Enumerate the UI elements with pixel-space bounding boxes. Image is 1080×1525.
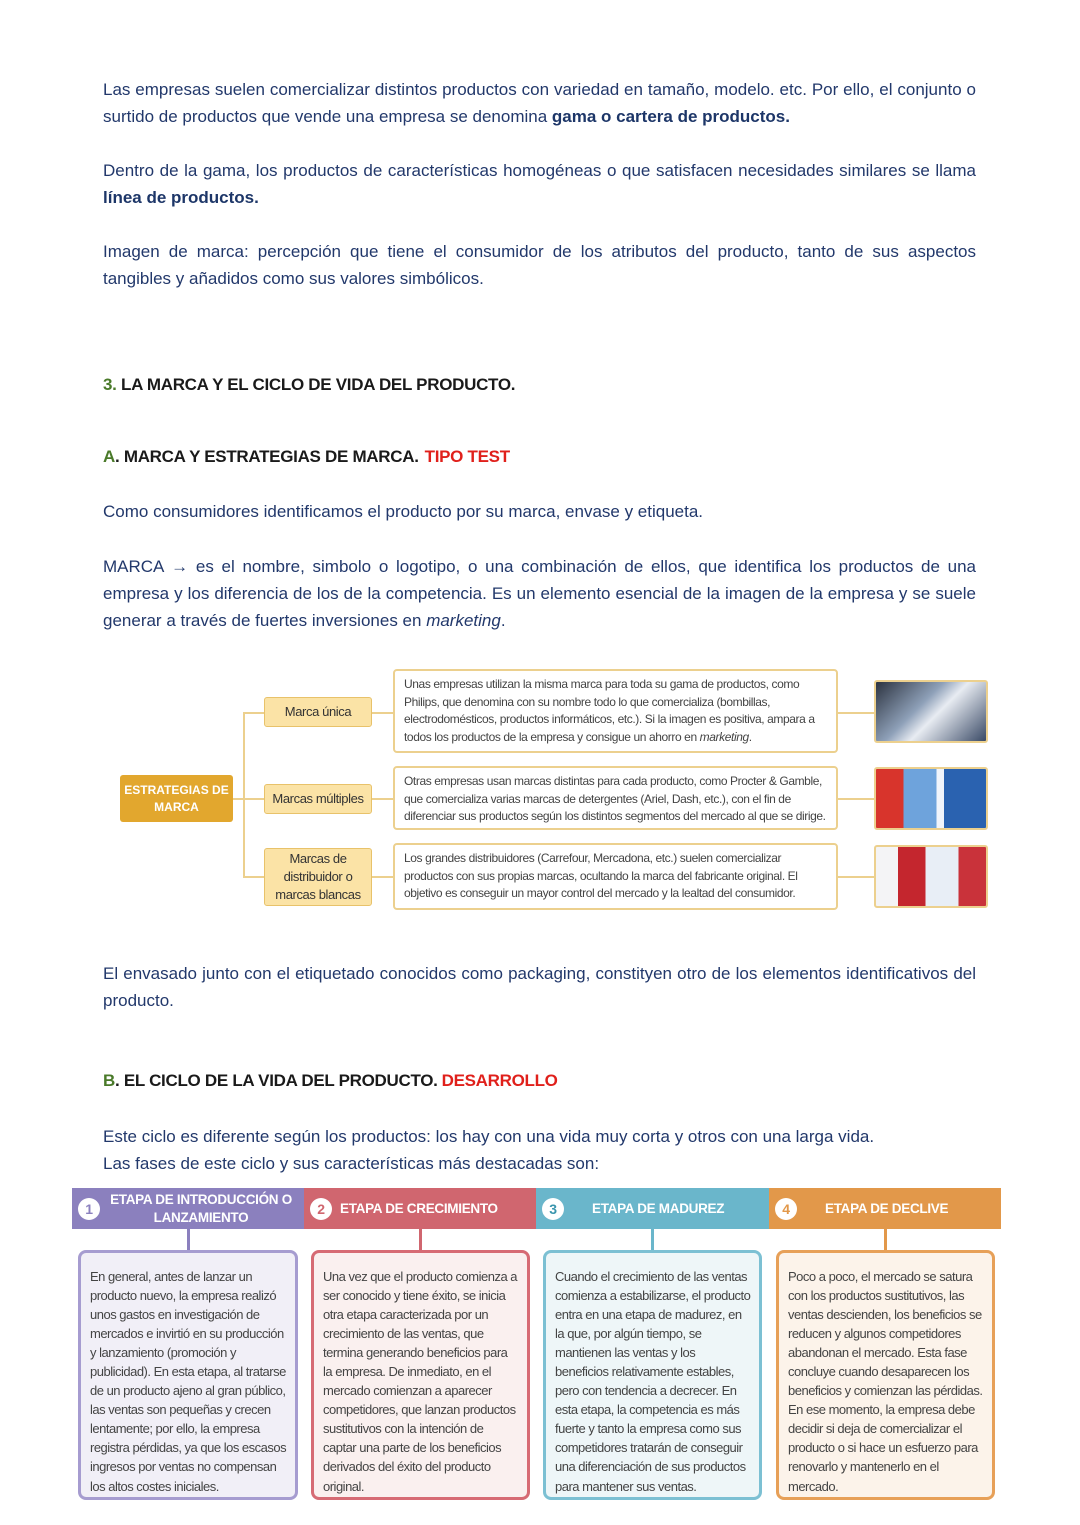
text: MARCA → es el nombre, simbolo o logotipo, o una combinación de ellos, que identifica los productos de una empresa y los diferencia de los de la competencia. Es un elemento esencial de la imagen de la empresa y se suele generar a través de fuertes inversiones en (103, 557, 976, 630)
section-letter: B (103, 1071, 115, 1090)
branch-marcas-blancas: Marcas de distribuidor o marcas blancas (264, 848, 372, 906)
stage-description: Una vez que el producto comienza a ser conocido y tiene éxito, se inicia otra etapa caracterizada por un crecimiento de las ventas, que termina generando beneficios para la empresa. De inmediato, en el mercado comienzan a aparecer competidores, que lanzan productos sustitutivos con la intención de captar una parte de los beneficios derivados del éxito del producto original. (311, 1250, 530, 1500)
section-title: . EL CICLO DE LA VIDA DEL PRODUCTO. (114, 1071, 438, 1090)
stage-title: ETAPA DE CRECIMIENTO (340, 1201, 498, 1216)
branch-marca-unica: Marca única (264, 697, 372, 727)
term-gama: gama o cartera de productos. (551, 107, 790, 126)
stage-number: 3 (542, 1198, 564, 1220)
stage-number: 4 (775, 1198, 797, 1220)
stage-description: En general, antes de lanzar un producto nuevo, la empresa realizó unos gastos en investigación de mercados e invirtió en su producción y lanzamiento (promoción y publicidad). En esta etapa, al tratarse de un producto ajeno al gran público, las ventas son pequeñas y crecen lentamente; por ello, la empresa registra pérdidas, ya que los escasos ingresos por ventas no compensan los altos costes iniciales. (78, 1250, 298, 1500)
tag-tipo-test: TIPO TEST (424, 447, 510, 466)
section-b-heading (103, 1071, 558, 1091)
stage-description: Poco a poco, el mercado se satura con los productos sustitutivos, las ventas descienden, los beneficios se reducen y algunos competidores abandonan el mercado. Esta fase concluye cuando desaparecen los beneficios y comienzan las pérdidas. En ese momento, la empresa debe decidir si deja de comercializar el producto o si hace un esfuerzo para renovarlo y mantenerlo en el mercado. (776, 1250, 995, 1500)
paragraph: Las fases de este ciclo y sus características más destacadas son: (103, 1154, 600, 1173)
section-3-heading (103, 375, 515, 395)
section-title: . MARCA Y ESTRATEGIAS DE MARCA. (114, 447, 419, 466)
stage-number: 1 (78, 1198, 100, 1220)
marca-paragraph (103, 553, 976, 634)
section-title: LA MARCA Y EL CICLO DE VIDA DEL PRODUCTO. (116, 375, 516, 394)
paragraph: Este ciclo es diferente según los productos: los hay con una vida muy corta y otros con una larga vida. (103, 1127, 875, 1146)
term-linea: línea de productos. (103, 188, 259, 207)
branch-description (393, 669, 838, 753)
packaging-paragraph: El envasado junto con el etiquetado conocidos como packaging, constityen otro de los elementos identificativos del producto. (103, 964, 976, 1010)
paragraph: Como consumidores identificamos el producto por su marca, envase y etiqueta. (103, 502, 704, 521)
stage-title: ETAPA DE INTRODUCCIÓN O LANZAMIENTO (110, 1191, 292, 1225)
text-italic: marketing (426, 611, 501, 630)
text: Dentro de la gama, los productos de características homogéneas o que satisfacen necesidades similares se llama (103, 161, 976, 180)
tag-desarrollo: DESARROLLO (441, 1071, 558, 1090)
branch-description: Los grandes distribuidores (Carrefour, Mercadona, etc.) suelen comercializar productos con sus propias marcas, ocultando la marca del fabricante original. El objetivo es conseguir un mayor control del mercado y la lealtad del consumidor. (393, 843, 838, 910)
section-letter: A (103, 447, 115, 466)
stage-title: ETAPA DE DECLIVE (825, 1201, 949, 1216)
text: Las empresas suelen comercializar distintos productos con variedad en tamaño, modelo. etc. Por ello, el conjunto o surtido de productos que vende una empresa se denomina (103, 80, 976, 126)
detergent-brands-image (874, 767, 988, 830)
section-a-heading (103, 447, 510, 467)
branch-description: Otras empresas usan marcas distintas para cada producto, como Procter & Gamble, que comercializa varias marcas de detergentes (Ariel, Dash, etc.), con el fin de diferenciar sus productos según los distintos segmentos del mercado al que se dirige. (393, 766, 838, 830)
stage-header-declive (769, 1188, 1001, 1229)
gama-paragraph (103, 76, 976, 130)
section-number: 3. (103, 375, 117, 394)
diagram-center-node: ESTRATEGIAS DE MARCA (120, 775, 233, 822)
white-label-milk-image (874, 845, 988, 908)
stage-header-madurez (536, 1188, 769, 1229)
imagen-marca-paragraph: Imagen de marca: percepción que tiene el consumidor de los atributos del producto, tanto de sus aspectos tangibles y añadidos como sus valores simbólicos. (103, 242, 976, 288)
linea-paragraph (103, 157, 976, 211)
text: Unas empresas utilizan la misma marca para toda su gama de productos, como Philips, que denomina con su nombre todo lo que comercializa (bombillas, electrodomésticos, productos informáticos, etc.). Si la imagen es positiva, ampara a todos los productos de la empresa y consigue un ahorro en (404, 677, 815, 744)
text: . (500, 611, 506, 630)
stage-header-crecimiento (304, 1188, 536, 1229)
stage-description: Cuando el crecimiento de las ventas comienza a estabilizarse, el producto entra en una etapa de madurez, en la que, por algún tiempo, se mantienen las ventas y los beneficios relativamente estables, pero con tendencia a decrecer. En esta etapa, la competencia es más fuerte y tanto la empresa como sus competidores tratarán de conseguir una diferenciación de sus productos para mantener sus ventas. (543, 1250, 762, 1500)
stage-title: ETAPA DE MADUREZ (592, 1201, 725, 1216)
philips-products-image (874, 680, 988, 743)
stage-header-introduccion (72, 1188, 304, 1229)
text: . (748, 729, 752, 744)
stage-number: 2 (310, 1198, 332, 1220)
branch-marcas-multiples: Marcas múltiples (264, 784, 372, 814)
text-italic: marketing (699, 729, 749, 744)
